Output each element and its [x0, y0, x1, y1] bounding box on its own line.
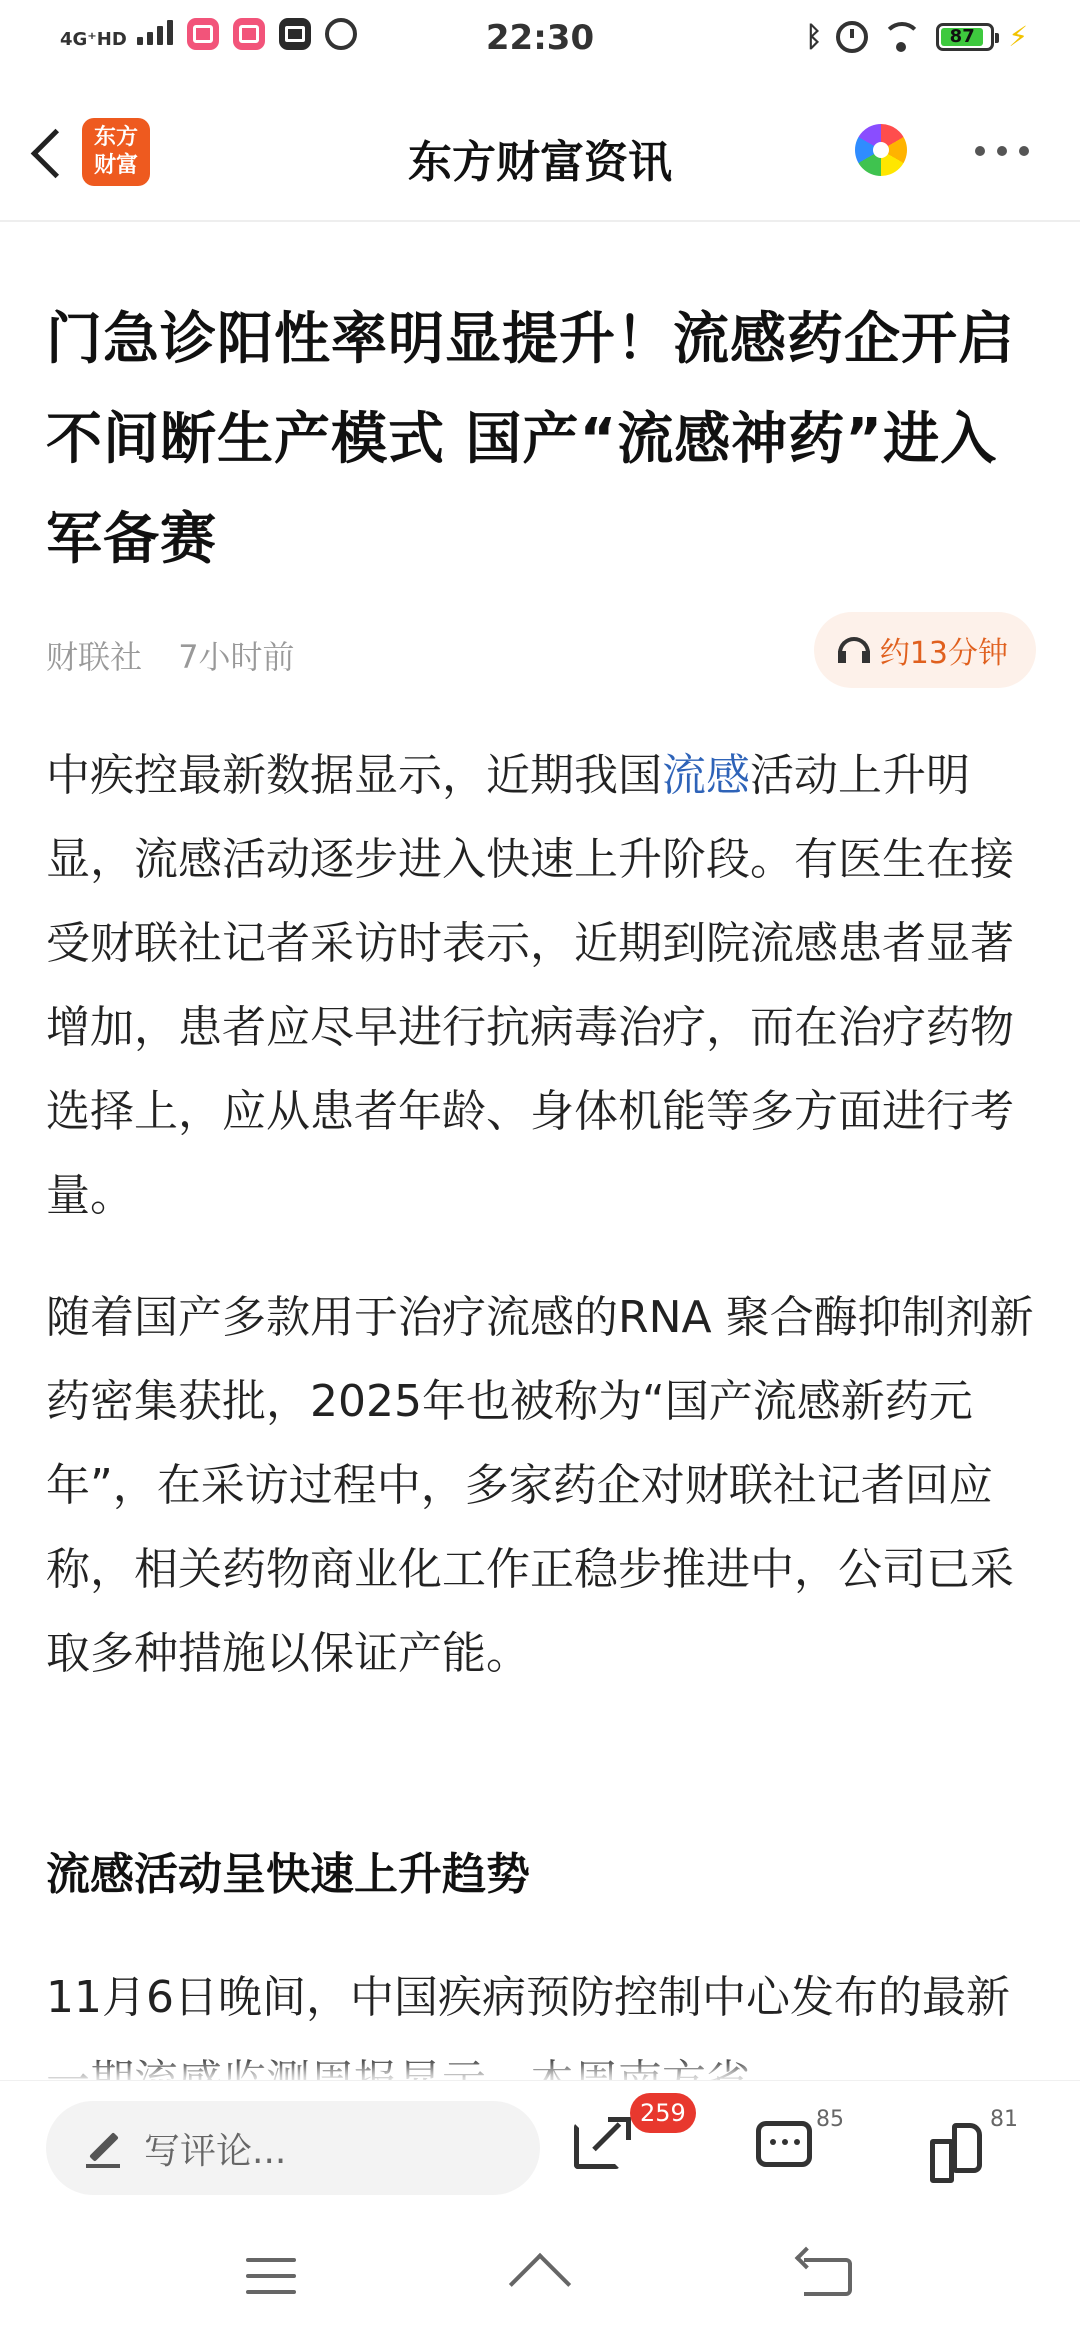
comment-input[interactable] [46, 2101, 540, 2195]
header-title: 东方财富资讯 [408, 137, 672, 188]
logo-line1: 东方 [93, 125, 138, 150]
article-subheading: 流感活动呈快速上升趋势 [46, 1849, 530, 1900]
listen-duration: 约13分钟 [879, 636, 1008, 671]
source-row [46, 632, 295, 678]
paragraph-1-before: 中疾控最新数据显示，近期我国 [46, 750, 662, 801]
logo-line2: 财富 [93, 153, 138, 178]
alarm-icon [836, 21, 868, 53]
comment-icon[interactable] [756, 2117, 816, 2177]
article-title: 门急诊阳性率明显提升！流感药企开启不间断生产模式 国产“流感神药”进入军备赛 [46, 307, 1015, 572]
color-wheel-icon[interactable] [855, 124, 907, 176]
article-time: 7小时前 [178, 638, 295, 676]
system-nav-bar [0, 2214, 1080, 2340]
app-header [0, 90, 1080, 222]
menu-icon[interactable] [246, 2258, 296, 2294]
network-type: 4G⁺HD [60, 29, 127, 50]
like-count: 81 [990, 2107, 1018, 2132]
bottom-action-bar [0, 2080, 1080, 2215]
battery-icon [936, 23, 994, 51]
article-meta [46, 612, 1036, 692]
battery-level: 87 [941, 28, 983, 46]
pen-icon [86, 2128, 126, 2168]
keyword-link[interactable]: 流感 [662, 750, 750, 801]
back-icon[interactable] [798, 2258, 850, 2294]
comment-count: 85 [816, 2107, 844, 2132]
status-bar [0, 0, 1080, 84]
article-paragraph-2: 随着国产多款用于治疗流感的RNA 聚合酶抑制剂新药密集获批，2025年也被称为“国产流感新药元年”，在采访过程中，多家药企对财联社记者回应称，相关药物商业化工作正稳步推进中，公司已采取多种措施以保证产能。 [46, 1292, 1034, 1679]
home-icon[interactable] [508, 2252, 574, 2296]
listen-button[interactable] [814, 612, 1036, 688]
comment-placeholder: 写评论... [144, 2130, 287, 2172]
clock: 22:30 [485, 18, 595, 58]
article-paragraph-1 [46, 734, 1036, 1238]
article-source[interactable]: 财联社 [46, 638, 143, 676]
article-header [46, 290, 1036, 590]
share-icon[interactable] [574, 2117, 634, 2177]
like-icon[interactable] [930, 2117, 990, 2177]
bluetooth-icon: ᛒ [805, 20, 823, 53]
more-options-icon[interactable] [975, 146, 1029, 156]
wifi-icon [882, 22, 922, 52]
article-paragraph-3: 11月6日晚间，中国疾病预防控制中心发布的最新 [46, 1972, 1010, 2023]
headphone-icon [838, 637, 868, 663]
paragraph-1-after: 活动上升明显，流感活动逐步进入快速上升阶段。有医生在接受财联社记者采访时表示，近期到院流感患者显著增加，患者应尽早进行抗病毒治疗，而在治疗药物选择上，应从患者年龄、身体机能等多方面进行考量。 [46, 750, 1014, 1221]
charging-icon: ⚡ [1008, 20, 1028, 53]
share-count-badge: 259 [630, 2093, 696, 2133]
